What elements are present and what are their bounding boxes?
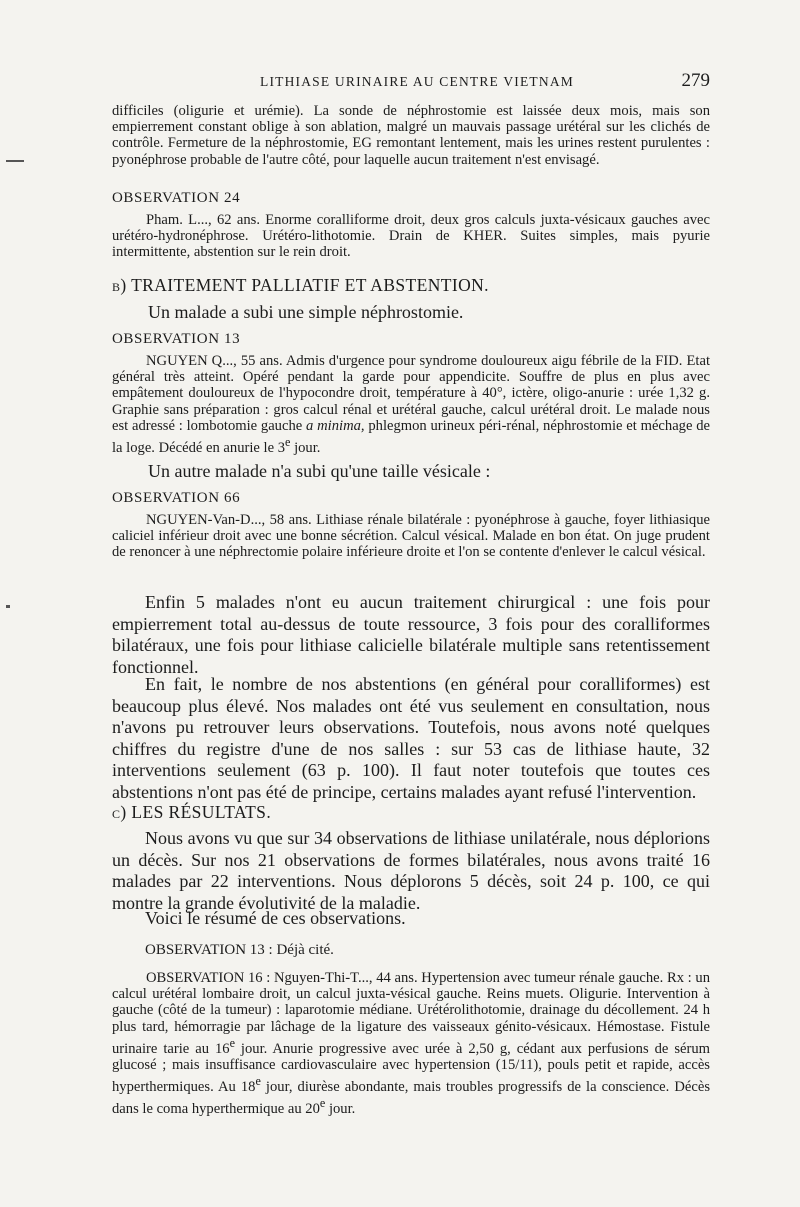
patient-name: NGUYEN	[146, 353, 208, 369]
lead-taille-vesicale: Un autre malade n'a subi qu'une taille vésicale :	[148, 461, 491, 481]
running-title: LITHIASE URINAIRE AU CENTRE VIETNAM	[260, 74, 574, 89]
paragraph-en-fait: En fait, le nombre de nos abstentions (en général pour coralliformes) est beaucoup plus élevé. Nos malades ont été vus seulement en consultation, nous n'avons pu retrouver leurs observations. Toutefois, nous avons noté quelques chiffres du registre d'une de nos salles : sur 53 cas de lithiase haute, 32 interventions seulement (63 p. 100). Il faut noter toutefois que toutes ces abstentions n'ont pas été de principe, certains malades ayant refusé l'intervention.	[112, 674, 710, 802]
observation-16-text: OBSERVATION 16 : Nguyen-Thi-T..., 44 ans. Hypertension avec tumeur rénale gauche. Rx : un calcul urétéral lombaire droit, un calcul juxta-vésical gauche. Reins muets. Oligurie. Intervention à gauche (côté de la tumeur) : laparotomie médiane. Urétérolithotomie, drainage du décollement. 24 h plus tard, hémorragie par lâchage de la ligature des vaisseaux génito-vésicaux. Hémostase. Fistule urinaire tarie au 16e jour. Anurie progressive avec urée à 2,50 g, cédant aux perfusions de sérum glucosé ; mais insuffisance cardiovasculaire avec hypertension (15/11), pouls petit et rapide, accès hyperthermiques. Au 18e jour, diurèse abondante, mais troubles progressifs de la conscience. Décès dans le coma hyperthermique au 20e jour.	[112, 970, 710, 1117]
observation-13-cite: OBSERVATION 13 : Déjà cité.	[145, 942, 334, 958]
observation-24-text: Pham. L..., 62 ans. Enorme coralliforme droit, deux gros calculs juxta-vésicaux gauches avec urétéro-hydronéphrose. Urétéro-lithotomie. Drain de KHER. Suites simples, mais pyurie intermittente, abstention sur le rein droit.	[112, 212, 710, 261]
margin-mark	[6, 605, 10, 608]
paragraph-results: Nous avons vu que sur 34 observations de lithiase unilatérale, nous déplorions un décès. Sur nos 21 observations de formes bilatérales, nous avons traité 16 malades par 22 interventions. Nous déplorons 5 décès, soit 24 p. 100, ce qui montre la grande évolutivité de la maladie.	[112, 828, 710, 913]
section-b-heading: b) TRAITEMENT PALLIATIF ET ABSTENTION.	[112, 275, 489, 295]
paragraph-voici: Voici le résumé de ces observations.	[145, 908, 406, 928]
section-b-lead: Un malade a subi une simple néphrostomie.	[148, 302, 464, 322]
patient-name: NGUYEN	[146, 512, 208, 528]
continued-paragraph: difficiles (oligurie et urémie). La sonde de néphrostomie est laissée deux mois, mais son empierrement constant oblige à son ablation, malgré un mauvais passage urétéral sur les clichés de contrôle. Fermeture de la néphrostomie, EG remontant lentement, mais les urines restent purulentes : pyonéphrose probable de l'autre côté, pour laquelle aucun traitement n'est envisagé.	[112, 103, 710, 168]
page-number: 279	[681, 70, 710, 91]
paragraph-enfin: Enfin 5 malades n'ont eu aucun traitement chirurgical : une fois pour empierrement total au-dessus de toute ressource, 3 fois pour des coralliformes bilatéraux, une fois pour lithiase calicielle bilatérale multiple sans retentissement fonctionnel.	[112, 592, 710, 677]
observation-24-heading: OBSERVATION 24	[112, 190, 241, 206]
observation-13-heading: OBSERVATION 13	[112, 331, 241, 347]
section-c-heading: c) LES RÉSULTATS.	[112, 802, 272, 822]
observation-66-text: NGUYEN-Van-D..., 58 ans. Lithiase rénale bilatérale : pyonéphrose à gauche, foyer lithiasique caliciel inférieur droit avec une bonne sécrétion. Calcul vésical. Malade en bon état. On juge prudent de renoncer à une néphrectomie polaire inférieure droite et l'on se contente d'enlever le calcul vésical.	[112, 512, 710, 561]
margin-mark	[6, 160, 24, 162]
observation-66-heading: OBSERVATION 66	[112, 490, 241, 506]
observation-13-text: NGUYEN Q..., 55 ans. Admis d'urgence pour syndrome douloureux aigu fébrile de la FID. Etat général très atteint. Opéré pendant la garde pour appendicite. Souffre de plus en plus avec empâtement douloureux de l'hypocondre droit, température à 40°, ictère, oligo-anurie : urée 1,32 g. Graphie sans préparation : gros calcul rénal et urétéral gauche, calcul urétéral droit. Le malade nous est adressé : lombotomie gauche a minima, phlegmon urineux péri-rénal, néphrostomie et méchage de la loge. Décédé en anurie le 3e jour.	[112, 353, 711, 456]
running-head	[112, 70, 710, 98]
observation-16-heading: OBSERVATION 16 :	[146, 970, 271, 986]
